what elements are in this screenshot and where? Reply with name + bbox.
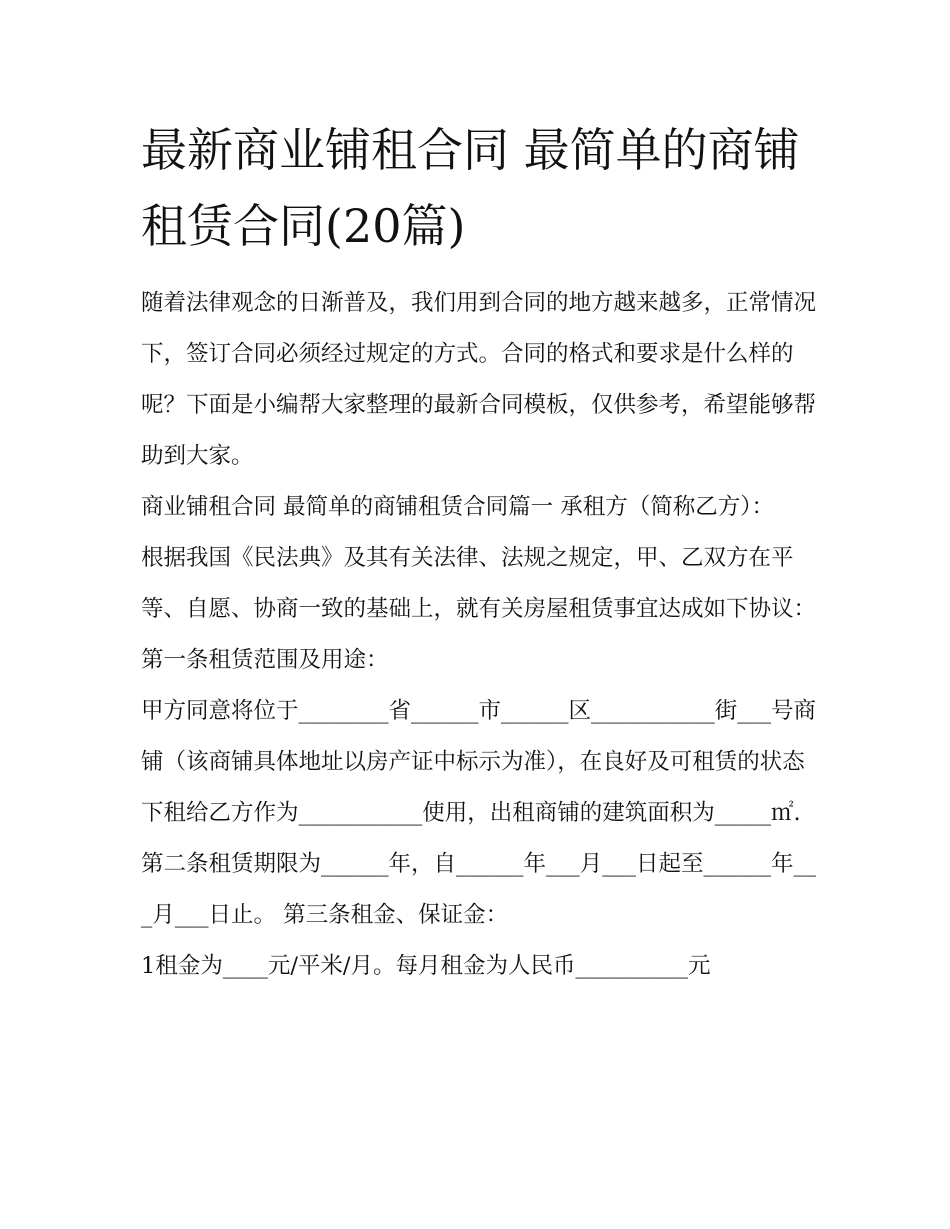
term-paragraph: 第二条租赁期限为______年，自______年___月___日起至______年___月___日止。 第三条租金、保证金： xyxy=(141,851,817,928)
legal-basis-paragraph: 根据我国《民法典》及其有关法律、法规之规定，甲、乙双方在平等、自愿、协商一致的基础上，就有关房屋租赁事宜达成如下协议： 第一条租赁范围及用途： xyxy=(141,545,817,673)
section-heading-paragraph: 商业铺租合同 最简单的商铺租赁合同篇一 承租方（简称乙方）： xyxy=(141,494,775,520)
rent-paragraph: 1租金为____元/平米/月。每月租金为人民币__________元 xyxy=(141,953,711,979)
intro-paragraph: 随着法律观念的日渐普及，我们用到合同的地方越来越多，正常情况下，签订合同必须经过规定的方式。合同的格式和要求是什么样的呢？下面是小编帮大家整理的最新合同模板，仅供参考，希望能够帮助到大家。 xyxy=(141,290,817,469)
document-title: 最新商业铺租合同 最简单的商铺租赁合同(20篇) xyxy=(141,123,800,253)
premises-paragraph: 甲方同意将位于________省______市______区___________街___号商铺（该商铺具体地址以房产证中标示为准），在良好及可租赁的状态下租给乙方作为___________使用，出租商铺的建筑面积为_____㎡. xyxy=(141,698,817,826)
document-page xyxy=(141,112,821,992)
